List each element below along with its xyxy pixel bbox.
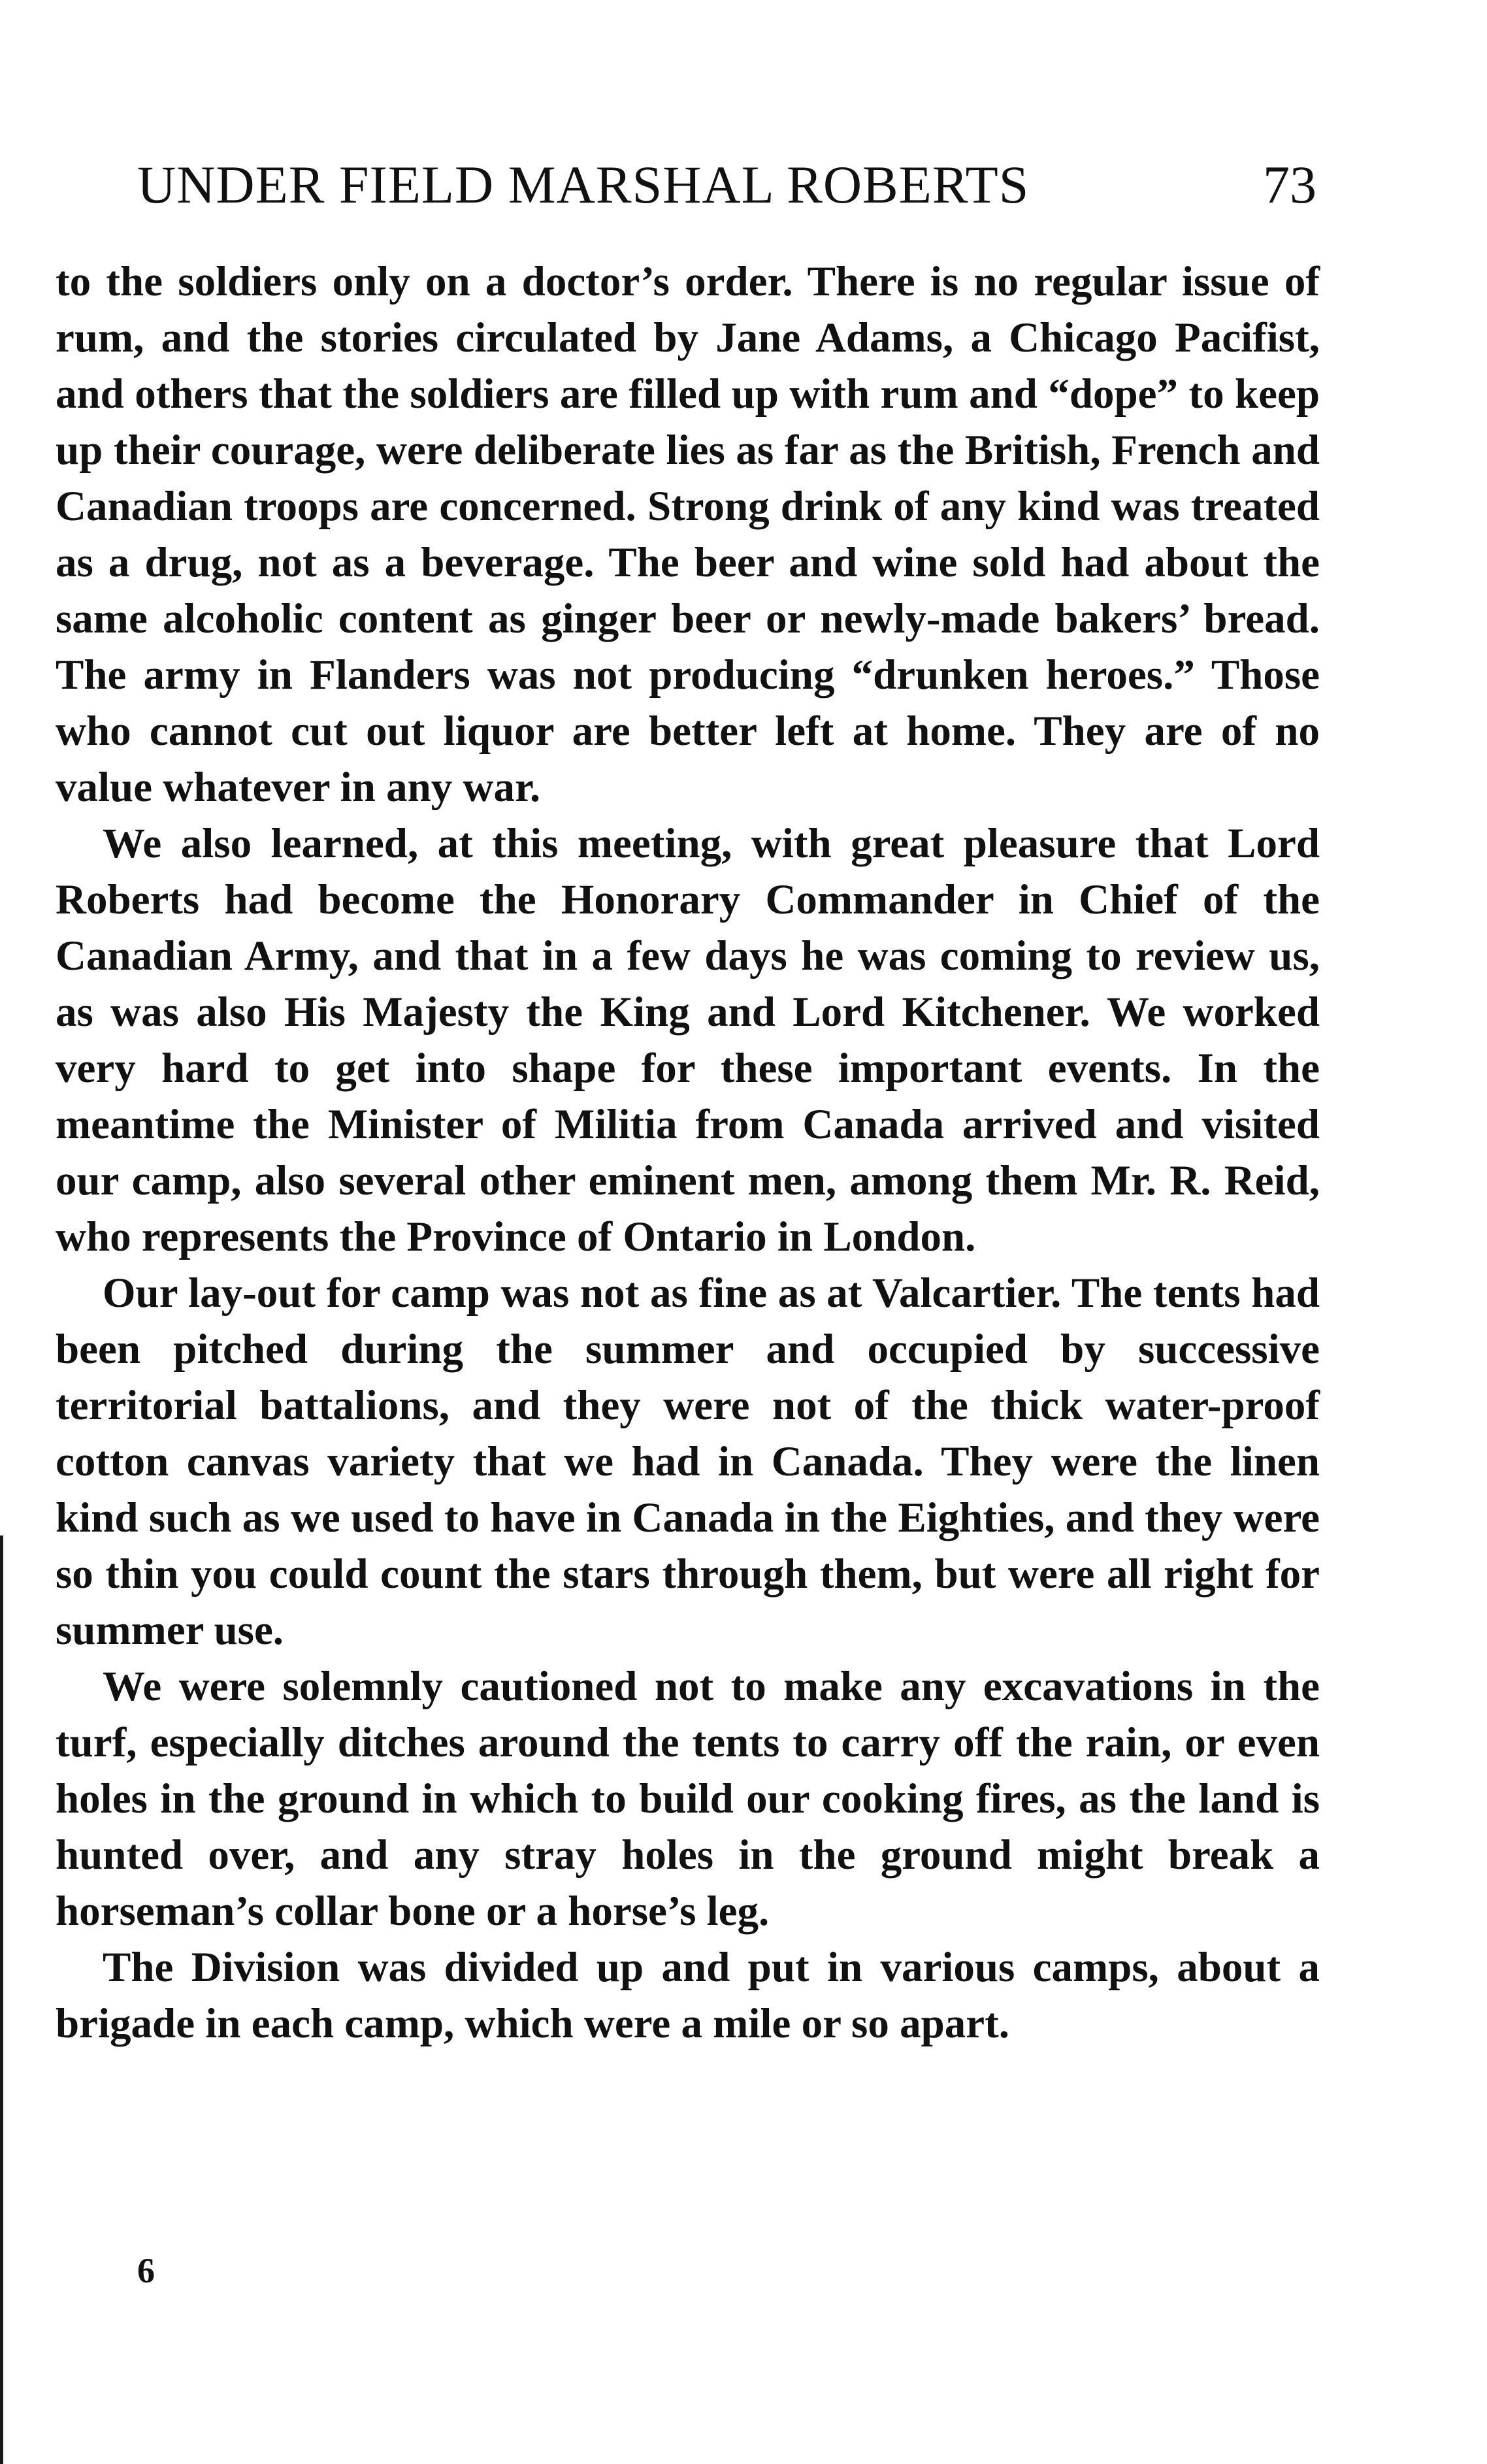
scan-page-edge (0, 1536, 3, 2464)
signature-mark: 6 (137, 2251, 155, 2290)
running-head-title: UNDER FIELD MARSHAL ROBERTS (137, 155, 1030, 214)
page-number: 73 (1263, 155, 1316, 214)
paragraph: Our lay-out for camp was not as fine as at Valcartier. The tents had been pitched during the summer and occupied by successive territorial battalions, and they were not of the thick water-proof cotton canvas variety that we had in Canada. They were the linen kind such as we used to have in Canada in the Eighties, and they were so thin you could count the stars through them, but were all right for summer use. (56, 1270, 1320, 1654)
body-text (56, 254, 1320, 2052)
paragraph: We also learned, at this meeting, with great pleasure that Lord Roberts had become the Honorary Commander in Chief of the Canadian Army, and that in a few days he was coming to review us, as was also His Majesty the King and Lord Kitchener. We worked very hard to get into shape for these important events. In the meantime the Minister of Militia from Canada arrived and visited our camp, also several other eminent men, among them Mr. R. Reid, who represents the Province of Ontario in London. (56, 820, 1320, 1260)
paragraph: The Division was divided up and put in various camps, about a brigade in each camp, which were a mile or so apart. (56, 1944, 1320, 2047)
page-header (137, 149, 1316, 221)
paragraph-continuation: to the soldiers only on a doctor’s order. There is no regular issue of rum, and the stories circulated by Jane Adams, a Chicago Pacifist, and others that the soldiers are filled up with rum and “dope” to keep up their courage, were deliberate lies as far as the British, French and Canadian troops are concerned. Strong drink of any kind was treated as a drug, not as a beverage. The beer and wine sold had about the same alcoholic content as ginger beer or newly-made bakers’ bread. The army in Flanders was not producing “drunken heroes.” Those who cannot cut out liquor are better left at home. They are of no value whatever in any war. (56, 258, 1320, 811)
paragraph: We were solemnly cautioned not to make any excavations in the turf, especially ditches around the tents to carry off the rain, or even holes in the ground in which to build our cooking fires, as the land is hunted over, and any stray holes in the ground might break a horseman’s collar bone or a horse’s leg. (56, 1663, 1320, 1935)
